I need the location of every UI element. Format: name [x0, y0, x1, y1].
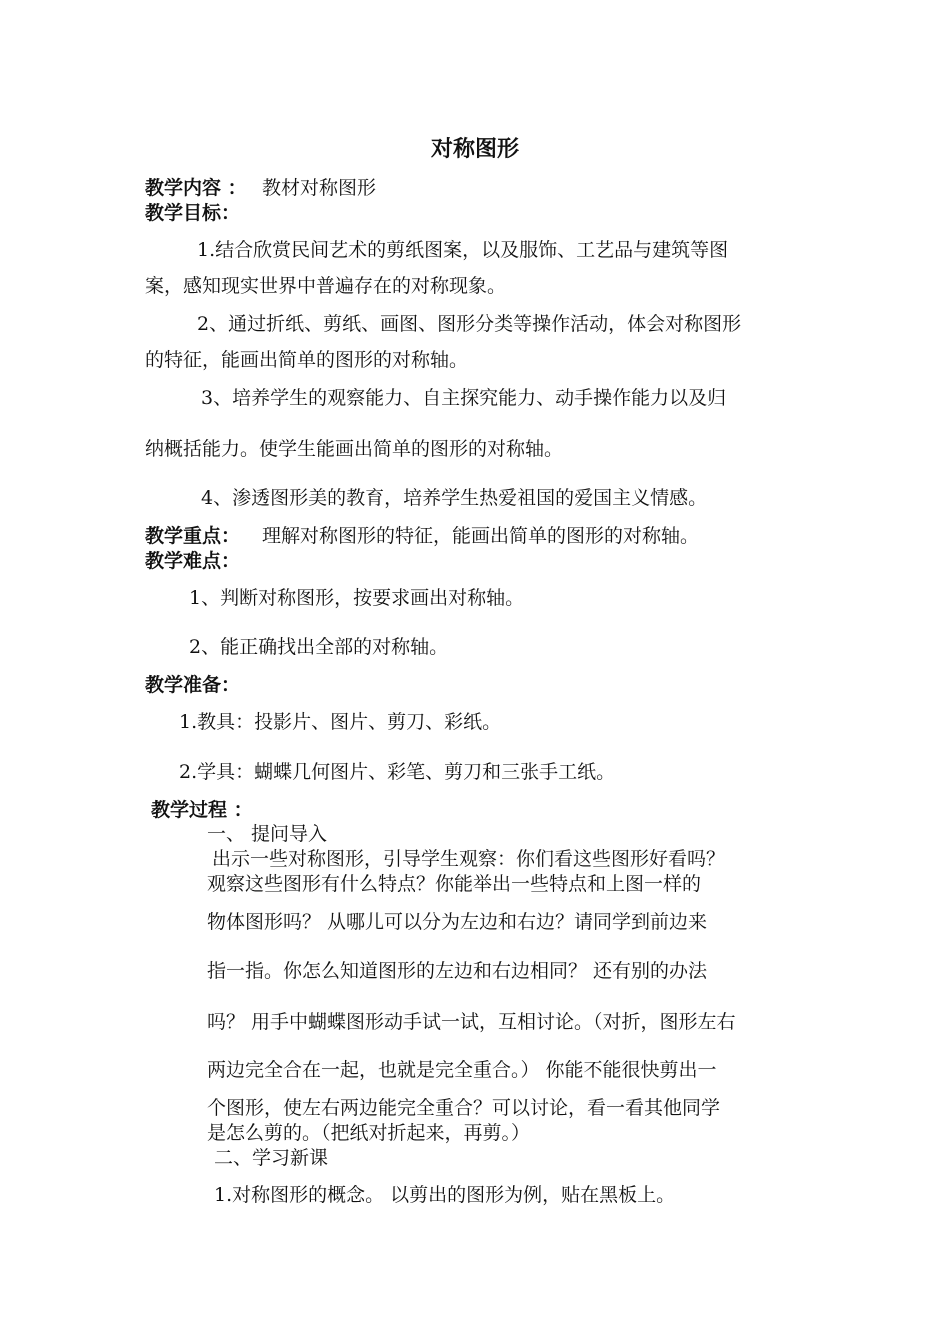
key-label: 教学重点： — [145, 525, 241, 547]
goals-label: 教学目标： — [145, 202, 241, 224]
goal-2-line-1: 2、通过折纸、剪纸、画图、图形分类等操作活动，体会对称图形 — [197, 313, 742, 335]
goal-4: 4、渗透图形美的教育，培养学生热爱祖国的爱国主义情感。 — [201, 487, 708, 509]
goal-3-line-2: 纳概括能力。使学生能画出简单的图形的对称轴。 — [145, 438, 564, 460]
goal-2-line-2: 的特征，能画出简单的图形的对称轴。 — [145, 349, 469, 371]
process-label: 教学过程 ： — [151, 799, 253, 821]
section-1-line: 观察这些图形有什么特点？你能举出一些特点和上图一样的 — [207, 873, 702, 895]
section-1-line: 指一指。你怎么知道图形的左边和右边相同？ 还有别的办法 — [207, 960, 708, 982]
page-title: 对称图形 — [430, 137, 519, 162]
content-label: 教学内容 ： — [145, 177, 247, 199]
section-1-line: 是怎么剪的。（把纸对折起来，再剪。） — [207, 1122, 531, 1144]
section-1-line: 两边完全合在一起，也就是完全重合。） 你能不能很快剪出一 — [207, 1059, 717, 1081]
difficult-2: 2、能正确找出全部的对称轴。 — [189, 636, 449, 658]
section-1-line: 物体图形吗？ 从哪儿可以分为左边和右边？请同学到前边来 — [207, 911, 708, 933]
content-text: 教材对称图形 — [262, 177, 377, 199]
section-1-line: 出示一些对称图形，引导学生观察：你们看这些图形好看吗？ — [212, 848, 726, 870]
goal-3-line-1: 3、培养学生的观察能力、自主探究能力、动手操作能力以及归 — [201, 387, 727, 409]
difficult-1: 1、判断对称图形，按要求画出对称轴。 — [189, 587, 525, 609]
goal-1-line-1: 1.结合欣赏民间艺术的剪纸图案，以及服饰、工艺品与建筑等图 — [197, 239, 729, 261]
prep-2: 2.学具：蝴蝶几何图片、彩笔、剪刀和三张手工纸。 — [179, 761, 616, 783]
section-1-line: 吗？ 用手中蝴蝶图形动手试一试，互相讨论。（对折，图形左右 — [207, 1011, 736, 1033]
prep-1: 1.教具：投影片、图片、剪刀、彩纸。 — [179, 711, 502, 733]
section-2-heading: 二、学习新课 — [214, 1147, 329, 1169]
key-text: 理解对称图形的特征，能画出简单的图形的对称轴。 — [262, 525, 700, 547]
section-2-line-1: 1.对称图形的概念。 以剪出的图形为例，贴在黑板上。 — [214, 1184, 676, 1206]
section-1-heading: 一、 提问导入 — [207, 823, 328, 845]
prep-label: 教学准备： — [145, 674, 241, 696]
section-1-line: 个图形，使左右两边能完全重合？可以讨论，看一看其他同学 — [207, 1097, 721, 1119]
difficult-label: 教学难点： — [145, 550, 241, 572]
goal-1-line-2: 案，感知现实世界中普遍存在的对称现象。 — [145, 275, 507, 297]
